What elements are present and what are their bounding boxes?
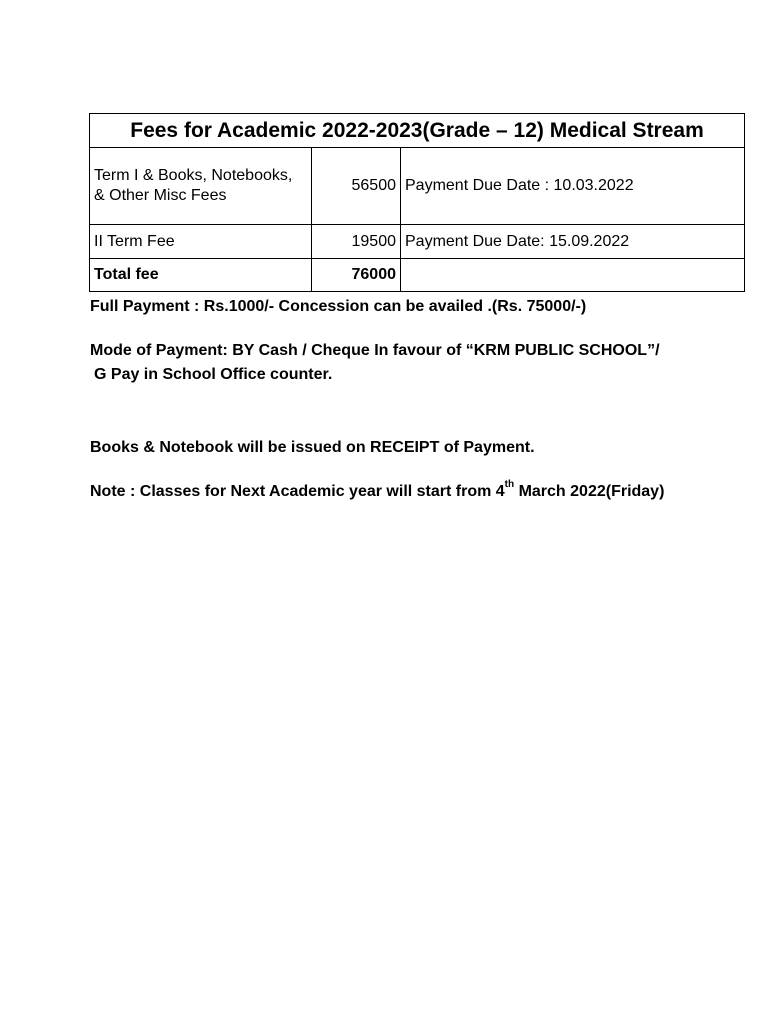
classes-start-suffix: March 2022(Friday) (514, 483, 665, 500)
fee-amount: 56500 (312, 148, 401, 225)
due-date-note: Payment Due Date: 15.09.2022 (401, 225, 745, 259)
fee-table (89, 113, 745, 292)
gpay-line: G Pay in School Office counter. (94, 366, 333, 383)
total-amount: 76000 (312, 259, 401, 292)
fee-description: Term I & Books, Notebooks, & Other Misc Fees (90, 148, 312, 225)
classes-start-note (90, 480, 730, 504)
ordinal-suffix: th (504, 479, 515, 490)
full-payment-note: Full Payment : Rs.1000/- Concession can be availed .(Rs. 75000/-) (90, 298, 587, 315)
table-row (90, 148, 745, 225)
total-label: Total fee (90, 259, 312, 292)
table-title: Fees for Academic 2022-2023(Grade – 12) Medical Stream (90, 114, 745, 148)
classes-start-prefix: Note : Classes for Next Academic year will start from 4 (90, 483, 505, 500)
total-row (90, 259, 745, 292)
books-issue-note: Books & Notebook will be issued on RECEIPT of Payment. (90, 439, 535, 456)
table-row (90, 225, 745, 259)
mode-of-payment-line: Mode of Payment: BY Cash / Cheque In favour of “KRM PUBLIC SCHOOL”/ (90, 342, 660, 359)
total-note (401, 259, 745, 292)
fee-amount: 19500 (312, 225, 401, 259)
due-date-note: Payment Due Date : 10.03.2022 (401, 148, 745, 225)
fee-description: II Term Fee (90, 225, 312, 259)
mode-of-payment-note (90, 339, 730, 387)
